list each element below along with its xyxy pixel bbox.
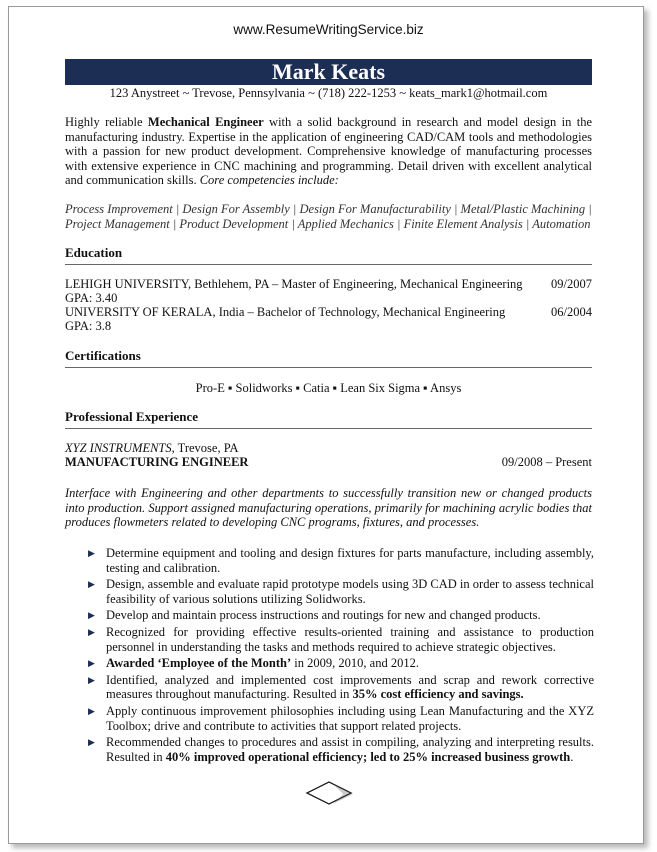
education-heading: Education	[65, 245, 123, 260]
summary-text-1: Highly reliable	[65, 115, 148, 129]
achievement-item: ▶ Design, assemble and evaluate rapid prototype models using 3D CAD in order to assess technical feasibility of various solutions utilizing Solidworks.	[88, 577, 594, 606]
education-divider	[65, 264, 592, 265]
triangle-right-icon: ▶	[88, 626, 95, 637]
triangle-right-icon: ▶	[88, 737, 95, 748]
triangle-right-icon: ▶	[88, 548, 95, 558]
certifications-heading: Certifications	[65, 348, 141, 363]
experience-heading: Professional Experience	[65, 409, 198, 424]
employer-line	[65, 441, 592, 456]
triangle-right-icon: ▶	[88, 658, 95, 669]
certifications-divider	[65, 367, 592, 368]
education-degree: LEHIGH UNIVERSITY, Bethlehem, PA – Master of Engineering, Mechanical Engineering	[65, 277, 523, 291]
education-gpa: GPA: 3.40	[65, 291, 118, 305]
education-degree: UNIVERSITY OF KERALA, India – Bachelor of Technology, Mechanical Engineering	[65, 305, 506, 319]
name-banner: Mark Keats	[65, 59, 592, 85]
education-entry	[65, 277, 592, 292]
triangle-right-icon: ▶	[88, 610, 95, 621]
achievement-item: ▶ Awarded ‘Employee of the Month’ in 2009, 2010, and 2012.	[88, 656, 419, 671]
triangle-right-icon: ▶	[88, 579, 95, 590]
achievement-item: ▶ Determine equipment and tooling and design fixtures for parts manufacture, including assembly, testing and calibration.	[88, 546, 594, 575]
website-url[interactable]: www.ResumeWritingService.biz	[233, 22, 424, 37]
profile-summary	[65, 115, 592, 188]
education-date: 09/2007	[551, 277, 592, 291]
diamond-ornament-icon	[303, 780, 355, 806]
education-date: 06/2004	[551, 305, 592, 319]
education-gpa: GPA: 3.8	[65, 319, 112, 333]
achievement-item: ▶ Recognized for providing effective results-oriented training and assistance to production personnel in understanding the tasks and methods required to achieve strategic objectives.	[88, 624, 594, 654]
job-title-line	[65, 455, 592, 470]
summary-competency-intro: Core competencies include:	[199, 173, 339, 188]
triangle-right-icon: ▶	[88, 705, 95, 716]
summary-text-2: with a solid background in research and model design in the manufacturing industry. Expertise in the application of engineering CAD/CAM tools and methodologies with a passion for new product development. Comprehensive knowledge of manufacturing processes with extensive experience in CNC machining and programming. Detail driven with excellent analytical and communication skills.	[65, 115, 592, 188]
certifications-list: Pro-E ▪ Solidworks ▪ Catia ▪ Lean Six Sigma ▪ Ansys	[195, 381, 462, 395]
achievement-item: ▶ Develop and maintain process instructions and routings for new and changed products.	[88, 608, 541, 623]
competencies-list: Process Improvement | Design For Assembly | Design For Manufacturability | Metal/Plastic Machining | Project Management | Product Development | Applied Mechanics | Finite Element Analysis | Automation	[65, 202, 592, 231]
job-dates: 09/2008 – Present	[501, 455, 592, 469]
achievement-item: ▶ Apply continuous improvement philosophies including using Lean Manufacturing and the XYZ Toolbox; drive and contribute to activities that support related projects.	[88, 703, 594, 733]
employer-location: , Trevose, PA	[171, 441, 239, 455]
employer-name: XYZ INSTRUMENTS	[65, 441, 172, 455]
achievement-item: ▶ Identified, analyzed and implemented cost improvements and scrap and rework corrective measures throughout manufacturing. Resulted in 35% cost efficiency and savings.	[88, 672, 594, 702]
job-title: MANUFACTURING ENGINEER	[65, 455, 249, 469]
achievement-item: ▶ Recommended changes to procedures and assist in compiling, analyzing and interpreting results. Resulted in 40% improved operational efficiency; led to 25% increased business growth.	[88, 735, 594, 764]
triangle-right-icon: ▶	[88, 674, 95, 685]
education-entry	[65, 305, 592, 320]
job-summary: Interface with Engineering and other departments to successfully transition new or changed products into production. Support assigned manufacturing operations, primarily for machining acrylic bodies that produces flowmeters related to developing CNC programs, fixtures, and processes.	[65, 486, 592, 530]
achievement-list	[88, 546, 594, 766]
experience-divider	[65, 428, 592, 429]
contact-line: 123 Anystreet ~ Trevose, Pennsylvania ~ (718) 222-1253 ~ keats_mark1@hotmail.com	[109, 86, 548, 100]
summary-role: Mechanical Engineer	[147, 115, 264, 129]
